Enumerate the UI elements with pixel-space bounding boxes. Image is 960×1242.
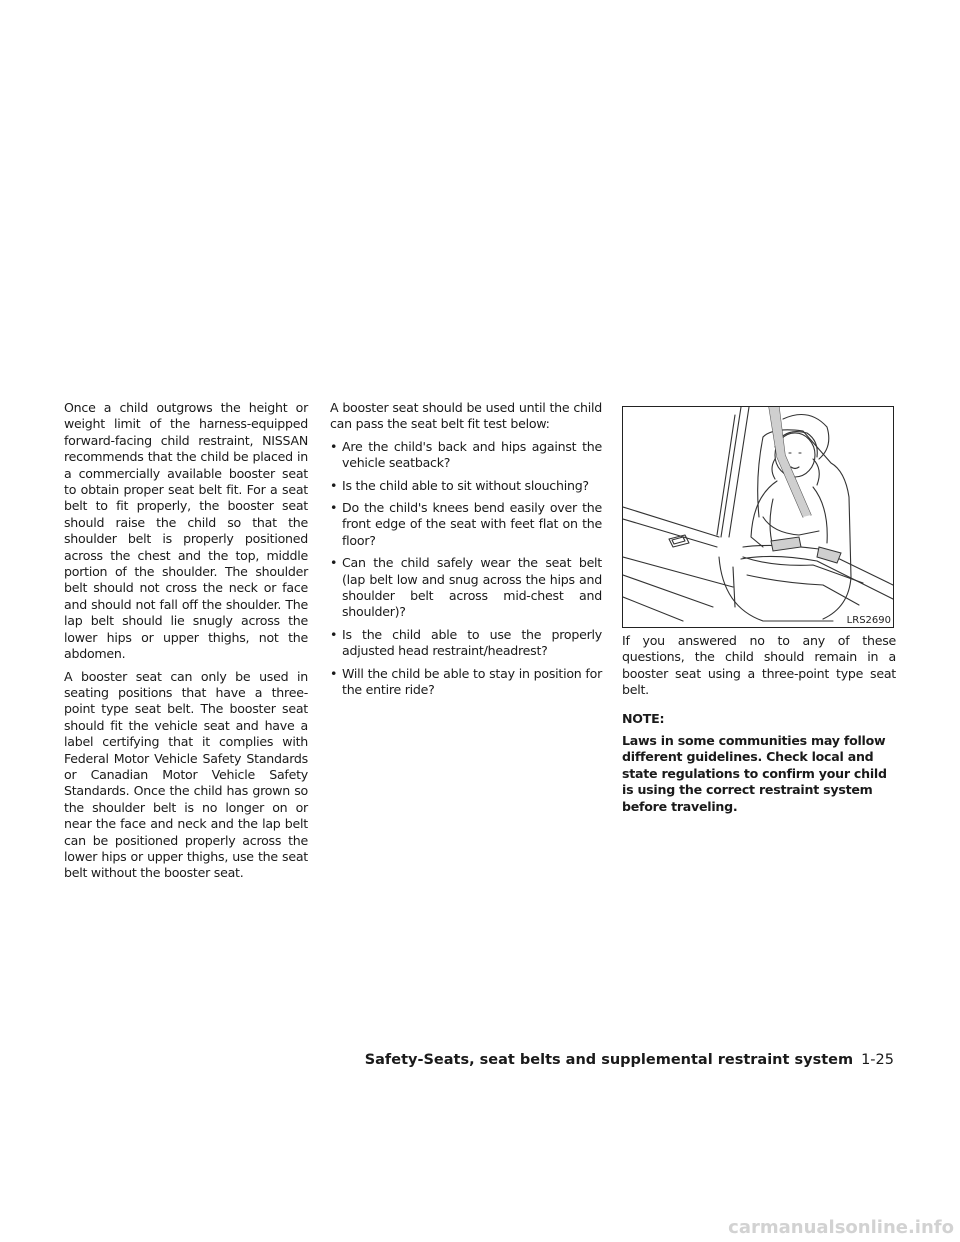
booster-requirements-paragraph: A booster seat can only be used in seating positions that have a three-point type seat belt. The booster seat should fit the vehicle seat and have a label certifying that it complies with Federal Motor Vehicle Safety Standards or Canadian Motor Vehicle Safety Standards. Once the child has grown so the shoulder belt is no longer on or near the face and neck and the lap belt can be positioned properly across the lower hips or upper thighs, use the seat belt without the booster seat. [64, 668, 308, 881]
fit-test-intro: A booster seat should be used until the child can pass the seat belt fit test below: [330, 400, 602, 432]
note-text: Laws in some communities may follow different guidelines. Check local and state regulations to confirm your child is using the correct restraint system before traveling. [622, 733, 887, 814]
child-booster-seat-illustration [622, 406, 894, 628]
page-footer [365, 1052, 894, 1068]
booster-intro-paragraph: Once a child outgrows the height or weight limit of the harness-equipped forward-facing child restraint, NISSAN recommends that the child be placed in a commercially available booster seat to obtain proper seat belt fit. For a seat belt to fit properly, the booster seat should raise the child so that the shoulder belt is properly positioned across the chest and the top, middle portion of the shoulder. The shoulder belt should not cross the neck or face and should not fall off the shoulder. The lap belt should lie snugly across the lower hips or upper thighs, not the abdomen. [64, 400, 308, 662]
booster-seat-drawing [623, 407, 893, 627]
middle-column [330, 400, 602, 705]
list-item: • Is the child able to use the properly adjusted head restraint/headrest? [330, 627, 602, 660]
figure-code: LRS2690 [846, 615, 891, 626]
list-item: • Is the child able to sit without slouching? [330, 478, 602, 494]
right-column [622, 633, 896, 821]
section-title: Safety-Seats, seat belts and supplemental restraint system [364, 1052, 854, 1068]
list-item: • Can the child safely wear the seat belt (lap belt low and snug across the hips and shoulder belt across mid-chest and shoulder)? [330, 555, 602, 621]
booster-advice-paragraph: If you answered no to any of these questions, the child should remain in a booster seat using a three-point type seat belt. [622, 633, 896, 698]
note-label: NOTE: [622, 710, 665, 726]
list-item: • Are the child's back and hips against the vehicle seatback? [330, 439, 602, 472]
watermark: carmanualsonline.info [728, 1217, 954, 1238]
left-column [64, 400, 308, 888]
page-number: 1-25 [861, 1052, 894, 1068]
list-item: • Will the child be able to stay in position for the entire ride? [330, 666, 602, 699]
list-item: • Do the child's knees bend easily over the front edge of the seat with feet flat on the floor? [330, 500, 602, 549]
fit-test-list [330, 439, 602, 699]
